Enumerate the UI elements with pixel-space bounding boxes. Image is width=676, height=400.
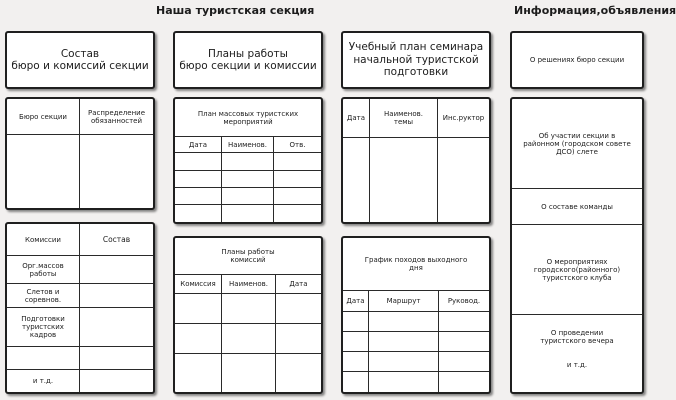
commission-row-label xyxy=(7,347,79,369)
weekend-col-date: Дата xyxy=(346,297,365,305)
commission-row-label: Слетов и соревнов. xyxy=(24,287,62,304)
commission-plans-title: Планы работы комиссий xyxy=(221,248,275,264)
mass-col-responsible: Отв. xyxy=(289,140,306,149)
commissions-header: Комиссии xyxy=(25,235,61,244)
commission-row-label: и т.д. xyxy=(32,377,54,385)
commission-row-label: Орг.массов работы xyxy=(22,261,64,278)
study-plan-title-box xyxy=(341,31,491,89)
bureau-header: Бюро секции xyxy=(19,112,67,121)
mass-col-name: Наименов. xyxy=(228,140,267,149)
bureau-decisions-box xyxy=(510,31,644,89)
bureau-table xyxy=(5,97,155,210)
study-col-instructor: Инс.руктор xyxy=(442,114,485,122)
composition-title-box xyxy=(5,31,155,89)
duties-header: Распределение обязанностей xyxy=(87,108,146,125)
work-plans-title: Планы работы бюро секции и комиссии xyxy=(179,47,317,72)
commissions-table xyxy=(5,222,155,394)
info-board xyxy=(510,97,644,394)
weekend-hikes-title: График походов выходного дня xyxy=(364,256,468,272)
plans-col-date: Дата xyxy=(289,280,308,288)
info-item-etc: и т.д. xyxy=(566,361,588,369)
commission-row-label: Подготовки туристских кадров xyxy=(21,315,65,339)
info-item-club-events: О мероприятиях городского(районного) туристского клуба xyxy=(533,257,621,282)
plans-col-name: Наименов. xyxy=(229,280,268,288)
study-col-topic: Наименов. темы xyxy=(384,110,423,126)
mass-events-table xyxy=(173,97,323,224)
composition-title: Состав бюро и комиссий секции xyxy=(11,47,149,72)
commission-plans-table xyxy=(173,236,323,394)
info-header: Информация,объявления xyxy=(514,4,676,17)
plans-col-commission: Комиссия xyxy=(180,280,216,288)
bureau-decisions-text: О решениях бюро секции xyxy=(529,55,625,64)
study-plan-table xyxy=(341,97,491,224)
study-col-date: Дата xyxy=(346,114,366,122)
mass-events-title: План массовых туристских мероприятий xyxy=(197,109,299,126)
info-item-team: О составе команды xyxy=(541,202,613,211)
members-header: Состав xyxy=(102,234,131,244)
section-header: Наша туристская секция xyxy=(156,4,315,17)
work-plans-title-box xyxy=(173,31,323,89)
weekend-col-leader: Руковод. xyxy=(447,297,481,305)
info-item-evening: О проведении туристского вечера xyxy=(540,329,614,345)
weekend-col-route: Маршрут xyxy=(386,297,421,305)
weekend-hikes-table xyxy=(341,236,491,394)
study-plan-title: Учебный план семинара начальной туристской подготовки xyxy=(348,41,484,79)
mass-col-date: Дата xyxy=(188,140,208,149)
info-item-rally: Об участии секции в районном (городском совете ДСО) слете xyxy=(523,131,631,156)
